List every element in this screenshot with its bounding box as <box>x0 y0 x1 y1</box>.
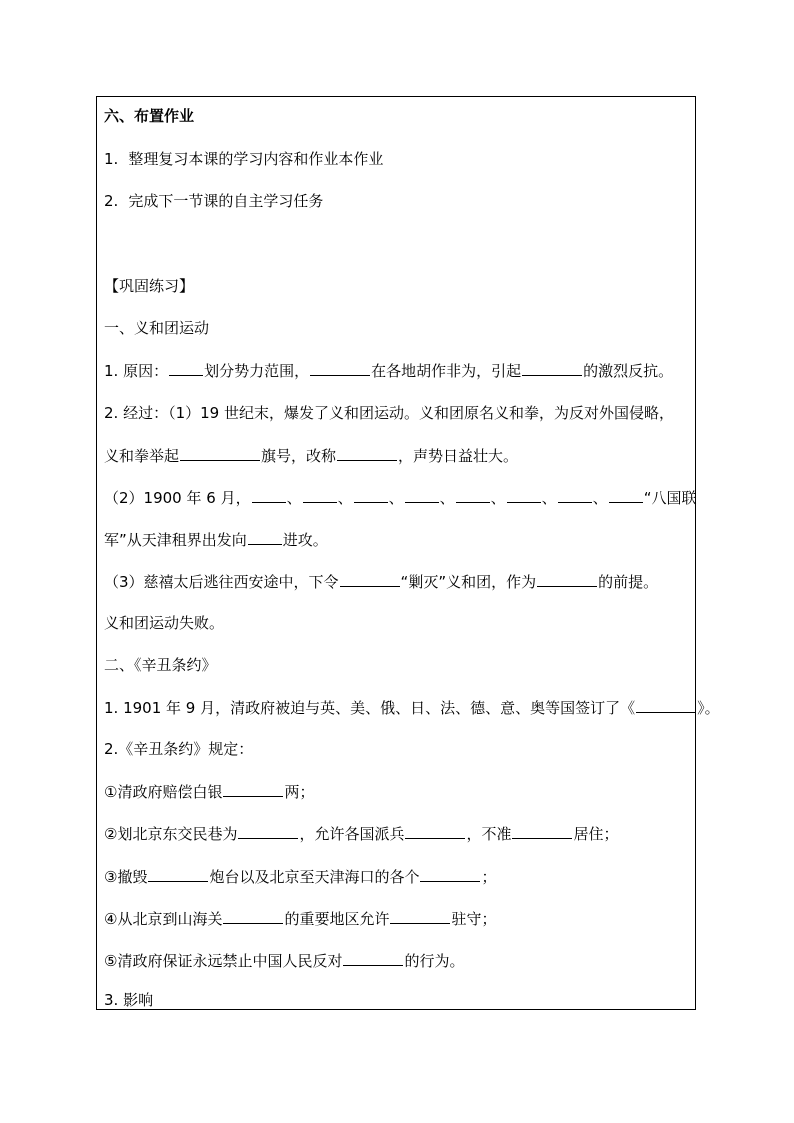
fill-blank[interactable] <box>238 823 298 839</box>
text: 的行为。 <box>404 952 465 970</box>
fill-blank[interactable] <box>252 487 286 503</box>
text: ⑤清政府保证永远禁止中国人民反对 <box>104 952 343 970</box>
text: 在各地胡作非为，引起 <box>371 362 522 380</box>
item-number: 2. <box>104 192 119 210</box>
separator: 、 <box>388 489 404 507</box>
fill-blank[interactable] <box>343 950 403 966</box>
treaty-term-5 <box>104 950 464 971</box>
fill-blank[interactable] <box>310 360 370 376</box>
question-cixi-line1 <box>104 571 658 592</box>
fill-blank[interactable] <box>303 487 337 503</box>
fill-blank[interactable] <box>537 571 597 587</box>
text: ； <box>481 868 497 886</box>
question-process-line2 <box>104 445 518 466</box>
part2-title: 二、《辛丑条约》 <box>104 656 217 674</box>
text: 的前提。 <box>598 573 659 591</box>
question-treaty-signing <box>104 697 720 718</box>
fill-blank[interactable] <box>148 866 208 882</box>
homework-item-1 <box>104 149 383 169</box>
treaty-term-4 <box>104 908 496 929</box>
text: 1. 原因： <box>104 362 169 380</box>
text: 旗号，改称 <box>261 447 337 465</box>
separator: 、 <box>439 489 455 507</box>
item-text: 整理复习本课的学习内容和作业本作业 <box>128 150 384 168</box>
text: 义和拳举起 <box>104 447 180 465</box>
question-eight-powers-line1 <box>104 487 696 508</box>
fill-blank[interactable] <box>337 445 397 461</box>
part1-title: 一、义和团运动 <box>104 319 210 337</box>
separator: 、 <box>337 489 353 507</box>
fill-blank[interactable] <box>248 529 282 545</box>
text: “剿灭”义和团，作为 <box>400 573 537 591</box>
fill-blank[interactable] <box>420 866 480 882</box>
treaty-term-2 <box>104 823 619 844</box>
item-text: 完成下一节课的自主学习任务 <box>128 192 324 210</box>
fill-blank[interactable] <box>180 445 260 461</box>
fill-blank[interactable] <box>636 697 696 713</box>
text: （3）慈禧太后逃往西安途中，下令 <box>104 573 339 591</box>
text: ①清政府赔偿白银 <box>104 783 223 801</box>
text: 驻守； <box>451 910 497 928</box>
text: 进攻。 <box>282 531 328 549</box>
text: 炮台以及北京至天津海口的各个 <box>209 868 420 886</box>
text: ②划北京东交民巷为 <box>104 825 238 843</box>
fill-blank[interactable] <box>390 908 450 924</box>
text: 划分势力范围， <box>204 362 310 380</box>
text: ③撤毁 <box>104 868 148 886</box>
question-eight-powers-line2 <box>104 529 328 550</box>
text: 军”从天津租界出发向 <box>104 531 247 549</box>
fill-blank[interactable] <box>223 908 283 924</box>
separator: 、 <box>541 489 557 507</box>
fill-blank[interactable] <box>512 823 572 839</box>
fill-blank[interactable] <box>405 487 439 503</box>
text: ，允许各国派兵 <box>299 825 405 843</box>
text: ④从北京到山海关 <box>104 910 223 928</box>
text: 1. 1901 年 9 月，清政府被迫与英、美、俄、日、法、德、意、奥等国签订了《 <box>104 699 636 717</box>
question-treaty-terms: 2.《辛丑条约》规定： <box>104 740 254 758</box>
treaty-term-1 <box>104 781 314 802</box>
text: 》。 <box>697 699 720 717</box>
practice-heading: 【巩固练习】 <box>104 277 195 295</box>
homework-item-2 <box>104 191 323 211</box>
fill-blank[interactable] <box>456 487 490 503</box>
text: “八国联 <box>643 489 697 507</box>
fill-blank[interactable] <box>405 823 465 839</box>
text: 居住； <box>573 825 619 843</box>
text: 两； <box>284 783 315 801</box>
fill-blank[interactable] <box>169 360 203 376</box>
text: ，不准 <box>466 825 512 843</box>
section-title-homework: 六、布置作业 <box>104 107 195 125</box>
fill-blank[interactable] <box>354 487 388 503</box>
text: ，声势日益壮大。 <box>398 447 519 465</box>
fill-blank[interactable] <box>609 487 643 503</box>
question-cause <box>104 360 673 381</box>
fill-blank[interactable] <box>558 487 592 503</box>
fill-blank[interactable] <box>340 571 400 587</box>
text: （2）1900 年 6 月， <box>104 489 251 507</box>
item-number: 1. <box>104 150 119 168</box>
question-process-line1: 2. 经过：（1）19 世纪末，爆发了义和团运动。义和团原名义和拳，为反对外国侵略， <box>104 404 674 422</box>
separator: 、 <box>490 489 506 507</box>
treaty-term-3 <box>104 866 496 887</box>
separator: 、 <box>286 489 302 507</box>
text: 的激烈反抗。 <box>583 362 674 380</box>
question-cixi-line2: 义和团运动失败。 <box>104 614 225 632</box>
fill-blank[interactable] <box>507 487 541 503</box>
question-impact: 3. 影响 <box>104 991 154 1009</box>
fill-blank[interactable] <box>522 360 582 376</box>
text: 的重要地区允许 <box>284 910 390 928</box>
fill-blank[interactable] <box>223 781 283 797</box>
separator: 、 <box>592 489 608 507</box>
